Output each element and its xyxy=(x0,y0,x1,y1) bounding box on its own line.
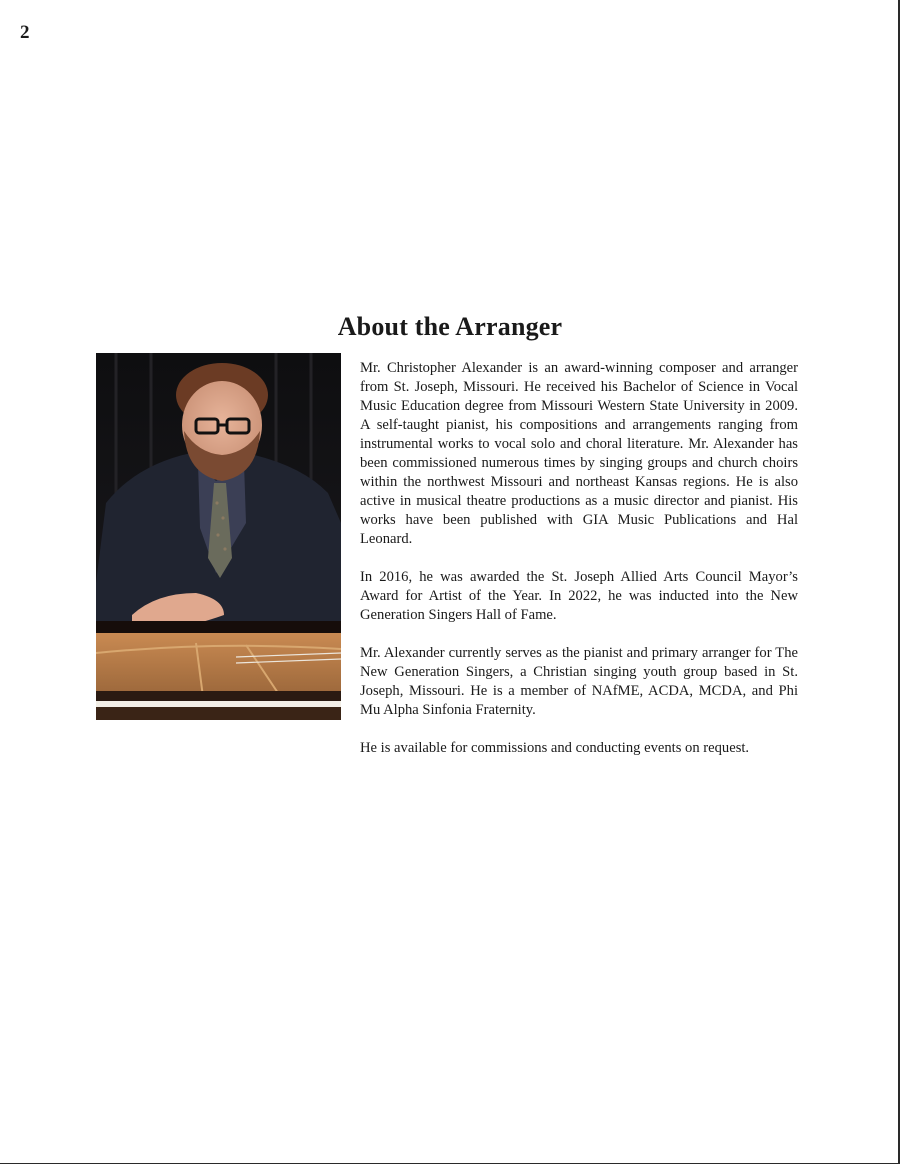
bio-paragraph: In 2016, he was awarded the St. Joseph Allied Arts Council Mayor’s Award for Artist of the Year. In 2022, he was inducted into the New Generation Singers Hall of Fame. xyxy=(360,569,798,623)
arranger-portrait-icon xyxy=(96,353,341,720)
bio-paragraph: He is available for commissions and conducting events on request. xyxy=(360,740,750,756)
arranger-bio xyxy=(360,359,798,777)
page-number: 2 xyxy=(20,22,30,43)
bio-paragraph: Mr. Alexander currently serves as the pianist and primary arranger for The New Generation Singers, a Christian singing youth group based in St. Joseph, Missouri. He is a member of NAfME, ACDA, MCDA, and Phi Mu Alpha Sinfonia Fraternity. xyxy=(360,645,798,718)
arranger-photo xyxy=(96,353,341,720)
page-title: About the Arranger xyxy=(337,312,563,341)
bio-paragraph: Mr. Christopher Alexander is an award-winning composer and arranger from St. Joseph, Missouri. He received his Bachelor of Science in Vocal Music Education degree from Missouri Western State University in 2009. A self-taught pianist, his compositions and arrangements ranging from instrumental works to vocal solo and choral literature. Mr. Alexander has been commissioned numerous times by singing groups and church choirs within the northwest Missouri and northeast Kansas regions. He is also active in musical theatre productions as a music director and pianist. His works have been published with GIA Music Publications and Hal Leonard. xyxy=(360,360,798,547)
